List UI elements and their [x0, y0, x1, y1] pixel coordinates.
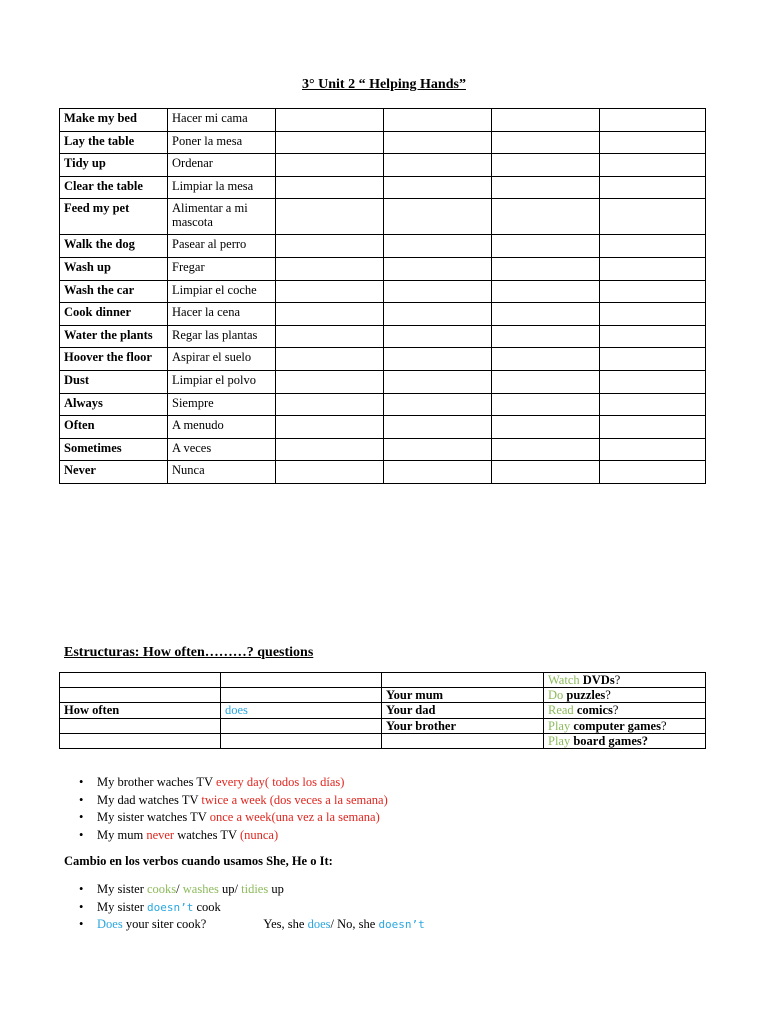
- empty-cell: [382, 673, 544, 688]
- table-row: [60, 303, 706, 326]
- empty-cell: [221, 673, 382, 688]
- empty-cell: [600, 199, 706, 235]
- frequency-expression: every day( todos los días): [215, 775, 345, 789]
- empty-cell: [492, 348, 600, 371]
- empty-cell: [382, 733, 544, 748]
- bullet-icon: •: [79, 810, 84, 824]
- subject-cell: Your mum: [382, 688, 544, 703]
- empty-cell: [600, 257, 706, 280]
- frequency-example-item: [64, 809, 704, 827]
- empty-cell: [384, 257, 492, 280]
- table-row: [60, 280, 706, 303]
- empty-cell: [492, 280, 600, 303]
- empty-cell: [276, 325, 384, 348]
- spanish-translation-cell: A veces: [168, 438, 276, 461]
- empty-cell: [384, 303, 492, 326]
- how-often-table: [59, 672, 706, 749]
- table-row: [60, 176, 706, 199]
- table-row: [60, 438, 706, 461]
- table-row: [60, 416, 706, 439]
- bullet-icon: •: [79, 882, 84, 896]
- empty-cell: [384, 280, 492, 303]
- example-text: My dad watches TV: [97, 792, 202, 807]
- activity-cell: [544, 718, 706, 733]
- verb-example-item: • Does your siter cook? Yes, she does/ No, she doesn’t: [64, 916, 704, 934]
- activity-object: computer games: [573, 718, 661, 733]
- frequency-expression: once a week(una vez a la semana): [209, 810, 380, 824]
- table-row: [60, 393, 706, 416]
- spanish-translation-cell: Alimentar a mi mascota: [168, 199, 276, 235]
- empty-cell: [492, 393, 600, 416]
- table-row: [60, 370, 706, 393]
- empty-cell: [60, 688, 221, 703]
- english-term-cell: Make my bed: [60, 109, 168, 132]
- activity-verb: Play: [548, 718, 571, 733]
- empty-cell: [492, 416, 600, 439]
- frequency-translation: (nunca): [239, 827, 279, 842]
- empty-cell: [492, 438, 600, 461]
- english-term-cell: Clear the table: [60, 176, 168, 199]
- english-term-cell: Feed my pet: [60, 199, 168, 235]
- empty-cell: [276, 416, 384, 439]
- empty-cell: [492, 325, 600, 348]
- activity-cell: [544, 688, 706, 703]
- table-row: [60, 461, 706, 484]
- spanish-translation-cell: A menudo: [168, 416, 276, 439]
- frequency-example-item: [64, 792, 704, 810]
- activity-object: DVDs: [582, 673, 615, 687]
- empty-cell: [384, 370, 492, 393]
- empty-cell: [384, 438, 492, 461]
- empty-cell: [492, 176, 600, 199]
- empty-cell: [600, 461, 706, 484]
- empty-cell: [600, 154, 706, 177]
- empty-cell: [600, 280, 706, 303]
- empty-cell: [492, 235, 600, 258]
- structures-heading: Estructuras: How often………? questions: [64, 645, 314, 660]
- empty-cell: [60, 733, 221, 748]
- empty-cell: [600, 235, 706, 258]
- english-term-cell: Lay the table: [60, 131, 168, 154]
- empty-cell: [492, 461, 600, 484]
- empty-cell: [384, 416, 492, 439]
- subject-cell: Your brother: [382, 718, 544, 733]
- spanish-translation-cell: Nunca: [168, 461, 276, 484]
- empty-cell: [384, 235, 492, 258]
- empty-cell: [600, 393, 706, 416]
- spanish-translation-cell: Hacer mi cama: [168, 109, 276, 132]
- verb-example-item: • My sister doesn’t cook: [64, 899, 704, 917]
- empty-cell: [384, 109, 492, 132]
- empty-cell: [384, 325, 492, 348]
- empty-cell: [600, 348, 706, 371]
- empty-cell: [276, 235, 384, 258]
- english-term-cell: Wash up: [60, 257, 168, 280]
- empty-cell: [276, 154, 384, 177]
- english-term-cell: Dust: [60, 370, 168, 393]
- subject-cell: Your dad: [382, 703, 544, 718]
- verb-example-item: • My sister cooks/ washes up/ tidies up: [64, 881, 704, 899]
- empty-cell: [384, 154, 492, 177]
- spanish-translation-cell: Hacer la cena: [168, 303, 276, 326]
- activity-cell: [544, 703, 706, 718]
- vocabulary-table: [59, 108, 706, 484]
- example-text: watches TV: [174, 827, 240, 842]
- empty-cell: [384, 393, 492, 416]
- frequency-example-item: [64, 774, 704, 792]
- bullet-icon: •: [79, 899, 84, 914]
- english-term-cell: Hoover the floor: [60, 348, 168, 371]
- example-text: My sister watches TV: [97, 810, 210, 824]
- empty-cell: [600, 303, 706, 326]
- empty-cell: [600, 131, 706, 154]
- empty-cell: [60, 673, 221, 688]
- spanish-translation-cell: Limpiar la mesa: [168, 176, 276, 199]
- empty-cell: [600, 438, 706, 461]
- empty-cell: [492, 131, 600, 154]
- bullet-icon: •: [79, 775, 84, 789]
- table-row: [60, 154, 706, 177]
- empty-cell: [221, 688, 382, 703]
- example-text: My brother waches TV: [97, 775, 216, 789]
- empty-cell: [276, 393, 384, 416]
- frequency-examples-list: [64, 774, 704, 844]
- table-row: [60, 235, 706, 258]
- spanish-translation-cell: Limpiar el coche: [168, 280, 276, 303]
- activity-object: board games?: [573, 733, 649, 748]
- empty-cell: [384, 348, 492, 371]
- empty-cell: [221, 718, 382, 733]
- empty-cell: [600, 325, 706, 348]
- empty-cell: [276, 438, 384, 461]
- empty-cell: [600, 109, 706, 132]
- spanish-translation-cell: Ordenar: [168, 154, 276, 177]
- empty-cell: [276, 303, 384, 326]
- empty-cell: [276, 257, 384, 280]
- english-term-cell: Tidy up: [60, 154, 168, 177]
- empty-cell: [492, 370, 600, 393]
- bullet-icon: •: [79, 827, 84, 842]
- english-term-cell: Cook dinner: [60, 303, 168, 326]
- activity-verb: Watch: [548, 673, 580, 687]
- spanish-translation-cell: Fregar: [168, 257, 276, 280]
- auxiliary-cell: does: [221, 703, 382, 718]
- spanish-translation-cell: Siempre: [168, 393, 276, 416]
- spanish-translation-cell: Aspirar el suelo: [168, 348, 276, 371]
- english-term-cell: Walk the dog: [60, 235, 168, 258]
- activity-verb: Play: [548, 733, 571, 748]
- table-row: [60, 673, 706, 688]
- english-term-cell: Wash the car: [60, 280, 168, 303]
- empty-cell: [492, 257, 600, 280]
- empty-cell: [276, 199, 384, 235]
- empty-cell: [384, 131, 492, 154]
- spanish-translation-cell: Regar las plantas: [168, 325, 276, 348]
- empty-cell: [600, 370, 706, 393]
- empty-cell: [492, 199, 600, 235]
- empty-cell: [492, 154, 600, 177]
- empty-cell: [384, 176, 492, 199]
- table-row: [60, 257, 706, 280]
- activity-cell: [544, 673, 706, 688]
- spanish-translation-cell: Poner la mesa: [168, 131, 276, 154]
- empty-cell: [221, 733, 382, 748]
- bullet-icon: •: [79, 917, 84, 931]
- english-term-cell: Always: [60, 393, 168, 416]
- empty-cell: [276, 109, 384, 132]
- english-term-cell: Never: [60, 461, 168, 484]
- empty-cell: [276, 280, 384, 303]
- spanish-translation-cell: Pasear al perro: [168, 235, 276, 258]
- verb-examples-list: [64, 881, 704, 934]
- empty-cell: [492, 109, 600, 132]
- spanish-translation-cell: Limpiar el polvo: [168, 370, 276, 393]
- empty-cell: [492, 303, 600, 326]
- table-row: [60, 718, 706, 733]
- table-row: [60, 131, 706, 154]
- activity-object: puzzles: [566, 688, 606, 703]
- empty-cell: [276, 348, 384, 371]
- empty-cell: [600, 176, 706, 199]
- activity-verb: Read: [548, 703, 574, 718]
- empty-cell: [276, 176, 384, 199]
- example-text: My mum: [97, 827, 147, 842]
- empty-cell: [384, 199, 492, 235]
- activity-end: ?: [605, 688, 611, 703]
- empty-cell: [384, 461, 492, 484]
- english-term-cell: Often: [60, 416, 168, 439]
- frequency-expression: never: [146, 827, 175, 842]
- activity-end: ?: [660, 718, 667, 733]
- frequency-expression: twice a week (dos veces a la semana): [201, 792, 388, 807]
- english-term-cell: Water the plants: [60, 325, 168, 348]
- english-term-cell: Sometimes: [60, 438, 168, 461]
- table-row: [60, 348, 706, 371]
- empty-cell: [276, 461, 384, 484]
- table-row: [60, 325, 706, 348]
- frequency-example-item: [64, 827, 704, 845]
- verbs-heading: Cambio en los verbos cuando usamos She, He o It:: [64, 854, 333, 868]
- table-row: [60, 199, 706, 235]
- activity-verb: Do: [548, 688, 564, 703]
- how-often-cell: How often: [60, 703, 221, 718]
- table-row: [60, 688, 706, 703]
- bullet-icon: •: [79, 792, 84, 807]
- page-title: 3° Unit 2 “ Helping Hands”: [302, 77, 466, 92]
- activity-end: ?: [614, 673, 621, 687]
- empty-cell: [600, 416, 706, 439]
- empty-cell: [276, 131, 384, 154]
- empty-cell: [60, 718, 221, 733]
- activity-cell: [544, 733, 706, 748]
- table-row: [60, 109, 706, 132]
- empty-cell: [276, 370, 384, 393]
- table-row: [60, 733, 706, 748]
- table-row: [60, 703, 706, 718]
- activity-object: comics: [576, 703, 613, 718]
- activity-end: ?: [612, 703, 619, 718]
